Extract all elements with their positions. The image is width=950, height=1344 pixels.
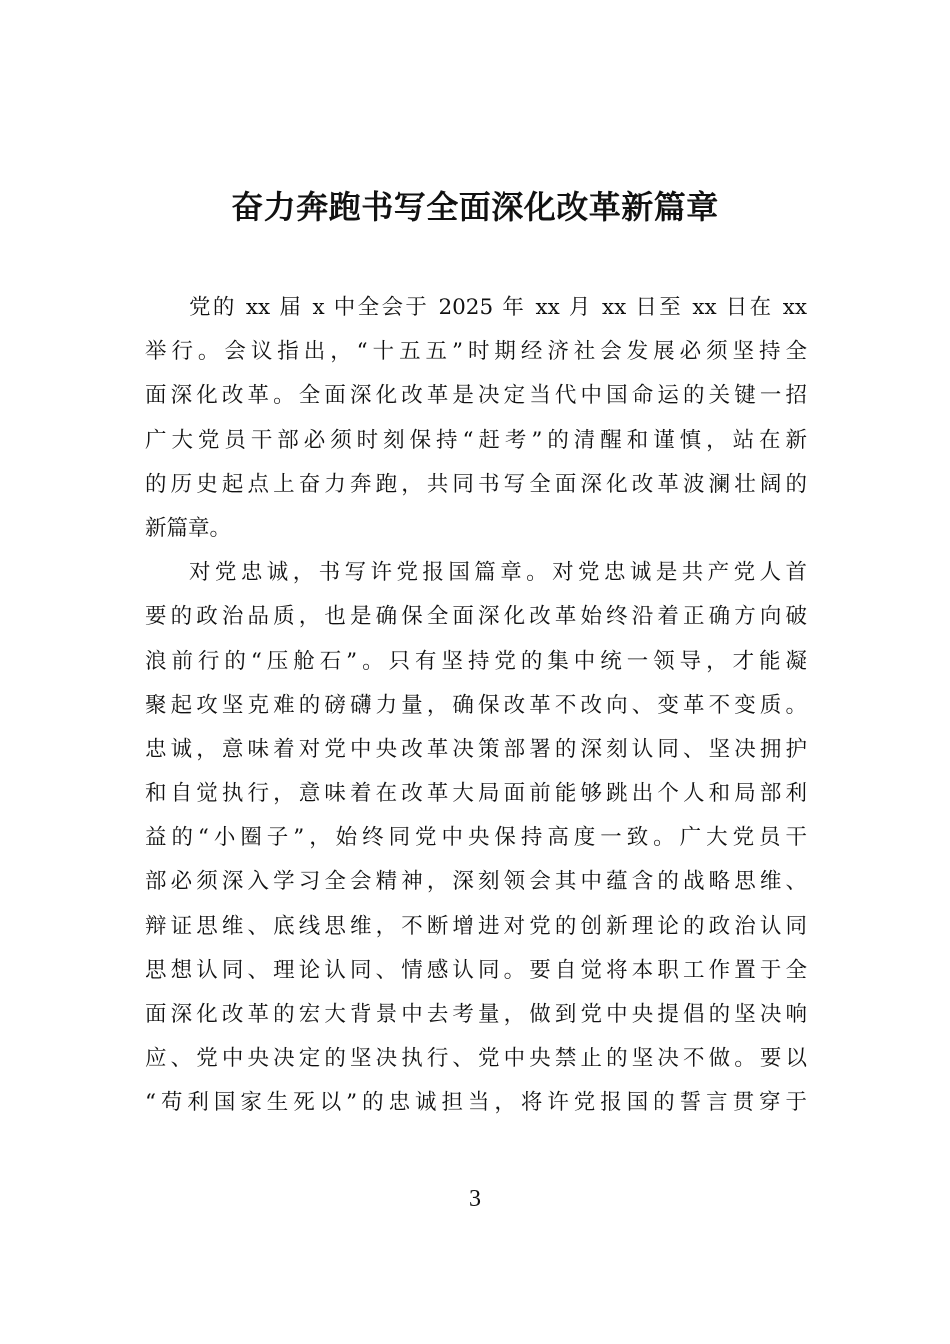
text-line: 思想认同、理论认同、情感认同。要自觉将本职工作置于全 [145,957,807,983]
text-line: 应、党中央决定的坚决执行、党中央禁止的坚决不做。要以 [145,1046,807,1072]
text-line: 浪前行的“压舱石”。只有坚持党的集中统一领导，才能凝 [145,648,807,674]
document-title: 奋力奔跑书写全面深化改革新篇章 [231,188,719,226]
text-line: 的历史起点上奋力奔跑，共同书写全面深化改革波澜壮阔的 [145,471,807,497]
text-line: 党的 xx 届 x 中全会于 2025 年 xx 月 xx 日至 xx 日在 xx [189,295,807,320]
text-line: 部必须深入学习全会精神，深刻领会其中蕴含的战略思维、 [145,869,807,895]
text-line: 忠诚，意味着对党中央改革决策部署的深刻认同、坚决拥护 [145,736,807,762]
text-line: 聚起攻坚克难的磅礴力量，确保改革不改向、变革不变质。 [145,692,807,718]
text-line: 和自觉执行，意味着在改革大局面前能够跳出个人和局部利 [145,781,807,807]
text-line: 新篇章。 [145,515,232,541]
text-line: 对党忠诚，书写许党报国篇章。对党忠诚是共产党人首 [189,560,807,586]
text-line: 广大党员干部必须时刻保持“赶考”的清醒和谨慎，站在新 [145,427,807,453]
document-body [145,290,807,1130]
text-line: 面深化改革的宏大背景中去考量，做到党中央提倡的坚决响 [145,1002,807,1027]
text-line: 辩证思维、底线思维，不断增进对党的创新理论的政治认同 [145,913,807,939]
text-line: 益的“小圈子”，始终同党中央保持高度一致。广大党员干 [145,825,807,851]
text-line: 要的政治品质，也是确保全面深化改革始终沿着正确方向破 [145,604,807,630]
page-number: 3 [469,1186,481,1212]
text-line: 举行。会议指出，“十五五”时期经济社会发展必须坚持全 [145,339,807,365]
text-line: “苟利国家生死以”的忠诚担当，将许党报国的誓言贯穿于 [145,1090,807,1116]
text-line: 面深化改革。全面深化改革是决定当代中国命运的关键一招 [145,383,807,409]
